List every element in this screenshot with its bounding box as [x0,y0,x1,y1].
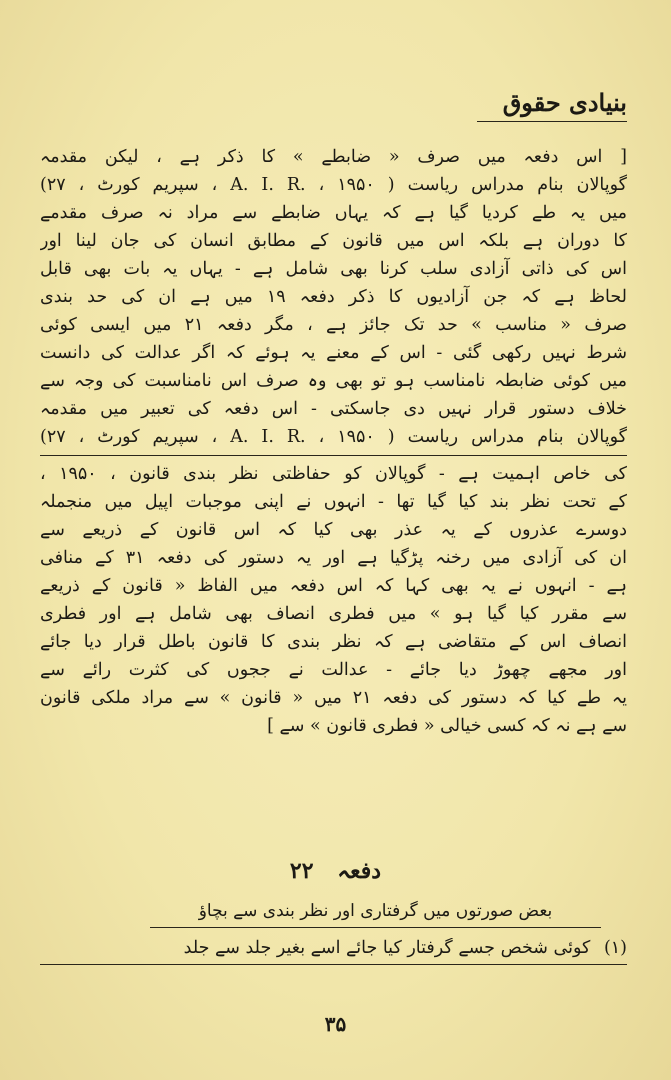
text-line: [ اس دفعہ میں صرف « ضابطے » کا ذکر ہے ، لیکن مقدمہ [40,147,627,167]
text-line: دوسرے عذروں کے یہ عذر بھی کیا کہ اس قانون کے ذریعے سے [40,520,627,540]
text-line: ان کی آزادی میں رخنہ پڑگیا ہے اور یہ دستور کی دفعہ ۳۱ کے منافی [40,548,627,568]
clause-1 [40,938,627,965]
text-line: میں یہ طے کردیا گیا ہے کہ یہاں ضابطے سے مراد نہ صرف مقدمے [40,203,627,223]
section-label: دفعہ [337,858,382,884]
text-line: گوپالان بنام مدراس ریاست ( A. I. R. ، ۱۹۵۰ ، سپریم کورٹ ، ۲۷) [40,427,627,447]
text-line: لحاظ ہے کہ جن آزادیوں کا ذکر دفعہ ۱۹ میں ہے ان کی حد بندی [40,287,627,307]
text-line: صرف « مناسب » حد تک جائز ہے ، مگر دفعہ ۲۱ میں ایسی کوئی [40,315,627,335]
text-line: کے تحت نظر بند کیا گیا تھا - انہوں نے اپنی موجبات اپیل میں منجملہ [40,492,627,512]
section-heading [0,858,671,884]
text-line: سے مقرر کیا گیا ہو » میں فطری انصاف بھی شامل ہے اور فطری [40,604,627,624]
clause-text: کوئی شخص جسے گرفتار کیا جائے اسے بغیر جلد سے جلد [183,938,591,958]
text-line: ہے - انہوں نے یہ بھی کہا کہ اس دفعہ میں الفاظ « قانون کے ذریعے [40,576,627,596]
text-line: خلاف دستور قرار نہیں دی جاسکتی - اس دفعہ کی تعبیر میں مقدمہ [40,399,627,419]
section-number: ۲۲ [289,858,314,884]
text-line: گوپالان بنام مدراس ریاست ( A. I. R. ، ۱۹۵۰ ، سپریم کورٹ ، ۲۷) [40,175,627,195]
clause-number: (۱) [603,938,627,958]
body-text [40,145,627,742]
text-line: شرط نہیں رکھی گئی - اس کے معنے یہ ہوئے کہ اگر عدالت کی دانست [40,343,627,363]
section-subtitle: بعض صورتوں میں گرفتاری اور نظر بندی سے بچاؤ [150,900,601,928]
paragraph-1 [40,145,627,453]
paragraph-2 [40,462,627,742]
divider-rule [40,455,627,456]
text-line: اور مجھے چھوڑ دیا جائے - عدالت نے ججوں کی کثرت رائے سے [40,660,627,680]
text-line: کا دوران ہے بلکہ اس میں قانون کے مطابق انسان کی جان لینا اور [40,231,627,251]
text-line: انصاف اس کے متقاضی ہے کہ نظر بندی کا قانون باطل قرار دیا جائے [40,632,627,652]
text-line: میں کوئی ضابطہ نامناسب ہو تو بھی وہ صرف اس نامناسبت کی وجہ سے [40,371,627,391]
text-line: سے ہے نہ کہ کسی خیالی « فطری قانون » سے ] [267,716,627,736]
text-line: یہ طے کیا کہ دستور کی دفعہ ۲۱ میں « قانون » سے مراد ملکی قانون [40,688,627,708]
running-header: بنیادی حقوق [477,88,627,122]
page-number: ۳۵ [324,1012,347,1036]
text-line: اس کی ذاتی آزادی سلب کرنا بھی شامل ہے - یہاں یہ بات بھی قابل [40,259,627,279]
text-line: کی خاص اہمیت ہے - گوپالان کو حفاظتی نظر بندی قانون ، ۱۹۵۰ ، [40,464,627,484]
